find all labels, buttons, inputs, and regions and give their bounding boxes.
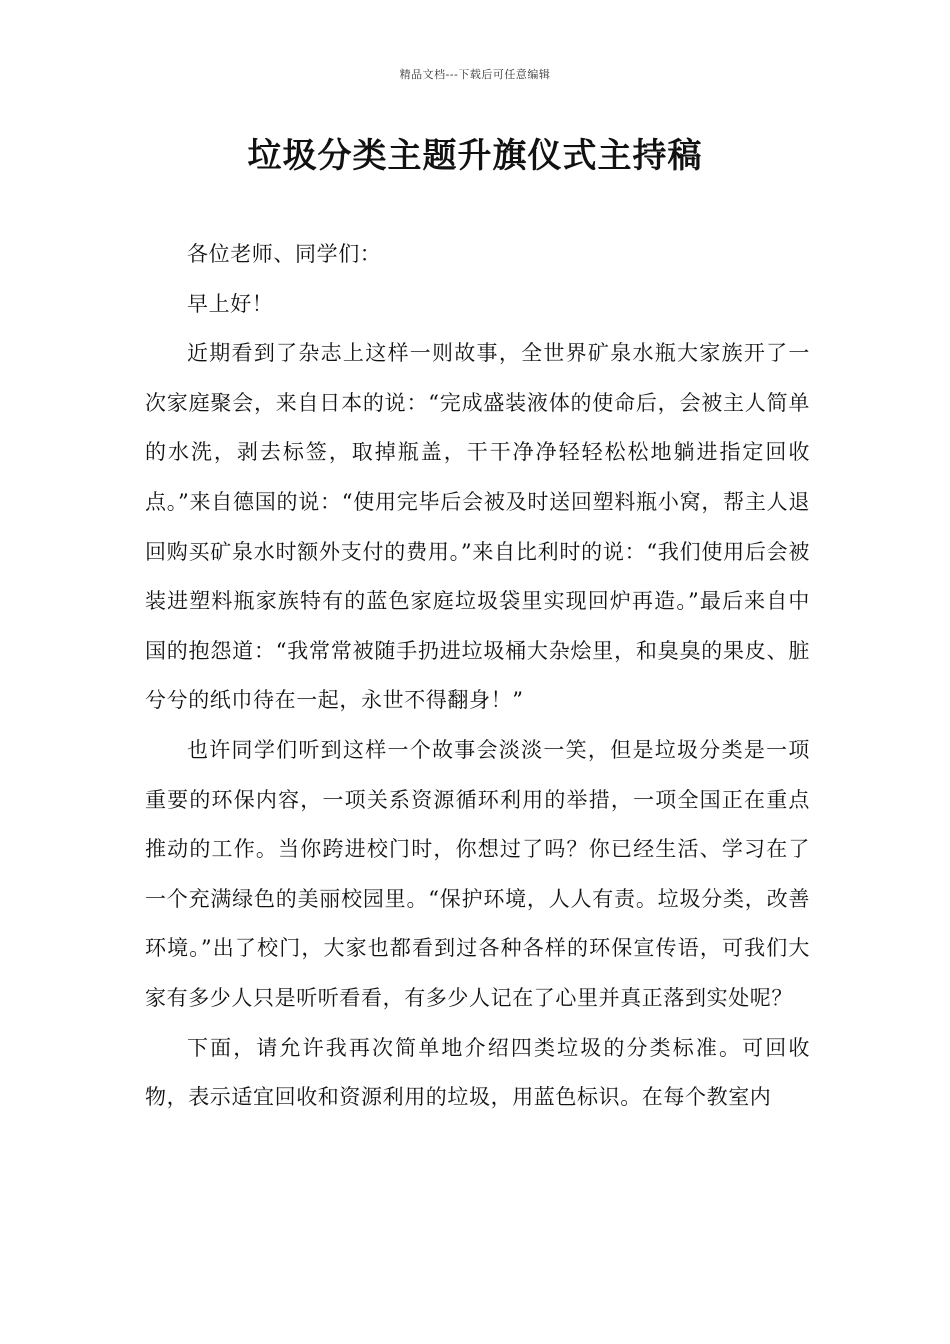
classification-paragraph: 下面，请允许我再次简单地介绍四类垃圾的分类标准。可回收物，表示适宜回收和资源利用的垃圾，用蓝色标识。在每个教室内	[145, 1035, 810, 1110]
reflection-paragraph: 也许同学们听到这样一个故事会淡淡一笑，但是垃圾分类是一项重要的环保内容，一项关系资源循环利用的举措，一项全国正在重点推动的工作。当你跨进校门时，你想过了吗？你已经生活、学习在了一个充满绿色的美丽校园里。“保护环境，人人有责。垃圾分类，改善环境。”出了校门，大家也都看到过各种各样的环保宣传语，可我们大家有多少人只是听听看看，有多少人记在了心里并真正落到实处呢？	[145, 737, 810, 1010]
story-paragraph: 近期看到了杂志上这样一则故事，全世界矿泉水瓶大家族开了一次家庭聚会，来自日本的说：“完成盛装液体的使命后，会被主人简单的水洗，剥去标签，取掉瓶盖，干干净净轻轻松松地躺进指定回收点。”来自德国的说：“使用完毕后会被及时送回塑料瓶小窝，帮主人退回购买矿泉水时额外支付的费用。”来自比利时的说：“我们使用后会被装进塑料瓶家族特有的蓝色家庭垃圾袋里实现回炉再造。”最后来自中国的抱怨道：“我常常被随手扔进垃圾桶大杂烩里，和臭臭的果皮、脏兮兮的纸巾待在一起，永世不得翻身！”	[145, 341, 810, 713]
document-body	[145, 230, 810, 1123]
greeting-paragraph: 各位老师、同学们：	[187, 242, 382, 266]
document-title: 垃圾分类主题升旗仪式主持稿	[247, 136, 703, 176]
header-note: 精品文档---下载后可任意编辑	[399, 68, 551, 81]
salutation-paragraph: 早上好！	[187, 291, 274, 316]
